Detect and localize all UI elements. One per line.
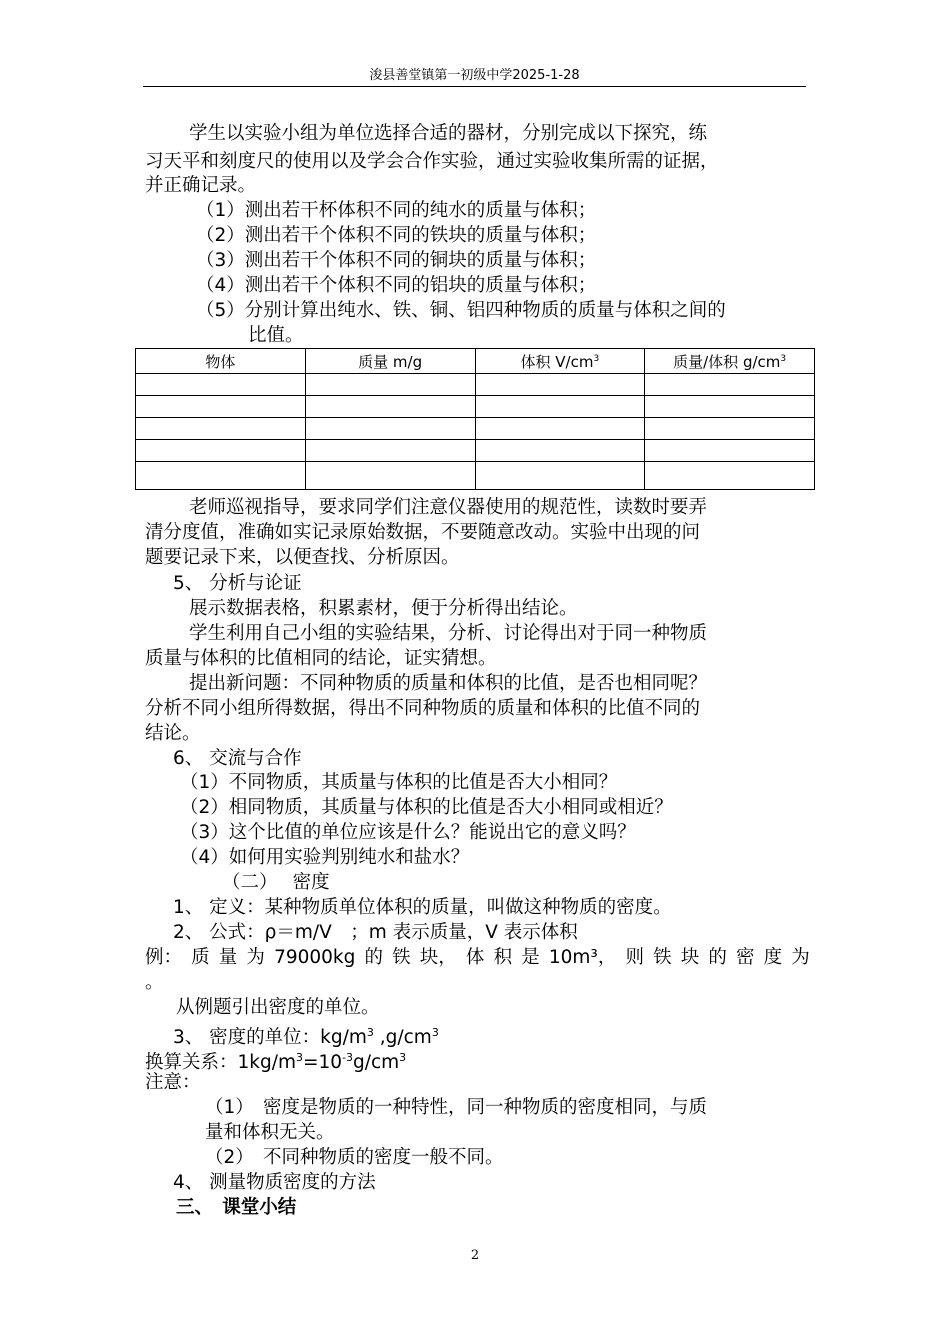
example-problem: 例： 质 量 为 79000kg 的 铁 块， 体 积 是 10m³， 则 铁 块 的 密 度 为	[145, 947, 810, 968]
table-header-row	[136, 349, 815, 374]
section-6-item-2: （2）相同物质，其质量与体积的比值是否大小相同或相近？	[180, 797, 673, 818]
intro-line-3: 并正确记录。	[145, 175, 257, 196]
intro-line-2: 习天平和刻度尺的使用以及学会合作实验，通过实验收集所需的证据，	[145, 151, 719, 172]
teacher-line-1: 老师巡视指导，要求同学们注意仪器使用的规范性，读数时要弄	[189, 497, 708, 518]
example-note: 从例题引出密度的单位。	[176, 997, 380, 1018]
task-3: （3）测出若干个体积不同的铜块的质量与体积；	[196, 250, 597, 271]
density-unit: 3、 密度的单位：$kg/m^3$ $,g/cm^3$	[173, 1026, 439, 1049]
note-label: 注意：	[145, 1072, 201, 1093]
section-5-p3-line-2: 分析不同小组所得数据，得出不同种物质的质量和体积的比值不同的	[145, 698, 701, 719]
task-1: （1）测出若干杯体积不同的纯水的质量与体积；	[196, 200, 597, 221]
unit-conversion: 换算关系：$1kg/m^3=10^{-3}g/cm^3$	[145, 1051, 407, 1074]
th-mass: 质量 m/g	[305, 349, 475, 374]
section-5-p3-line-1: 提出新问题：不同种物质的质量和体积的比值，是否也相同呢？	[189, 673, 708, 694]
note-1-line-1: （1） 密度是物质的一种特性，同一种物质的密度相同，与质	[205, 1097, 708, 1118]
teacher-line-2: 清分度值，准确如实记录原始数据，不要随意改动。实验中出现的问	[145, 522, 701, 543]
section-5-p1: 展示数据表格，积累素材，便于分析得出结论。	[189, 598, 578, 619]
th-ratio: 质量/体积 $g/cm^3$	[645, 349, 815, 374]
table-row	[136, 396, 815, 418]
task-5: （5）分别计算出纯水、铁、铜、铝四种物质的质量与体积之间的	[196, 300, 726, 321]
density-definition: 1、 定义：某种物质单位体积的质量，叫做这种物质的密度。	[173, 897, 672, 918]
table-row	[136, 418, 815, 440]
table-row	[136, 462, 815, 490]
example-end: 。	[145, 972, 164, 993]
intro-line-1: 学生以实验小组为单位选择合适的器材，分别完成以下探究，练	[189, 123, 708, 144]
table-row	[136, 440, 815, 462]
teacher-line-3: 题要记录下来，以便查找、分析原因。	[145, 547, 460, 568]
section-5-title: 5、 分析与论证	[173, 573, 302, 594]
section-6-item-3: （3）这个比值的单位应该是什么？能说出它的意义吗？	[180, 822, 636, 843]
page-number: 2	[470, 1248, 480, 1263]
density-formula: 2、 公式：ρ＝m/V ；m 表示质量，V 表示体积	[173, 922, 578, 943]
task-4: （4）测出若干个体积不同的铝块的质量与体积；	[196, 275, 597, 296]
section-5-p2-line-1: 学生利用自己小组的实验结果，分析、讨论得出对于同一种物质	[189, 623, 708, 644]
task-5-cont: 比值。	[248, 325, 304, 346]
th-volume: 体积 $V/cm^3$	[475, 349, 645, 374]
note-1-line-2: 量和体积无关。	[205, 1122, 335, 1143]
density-heading: （二） 密度	[222, 872, 330, 893]
section-6-title: 6、 交流与合作	[173, 748, 302, 769]
measure-method: 4、 测量物质密度的方法	[173, 1172, 376, 1193]
section-6-item-4: （4）如何用实验判别纯水和盐水？	[180, 847, 470, 868]
th-object: 物体	[136, 349, 306, 374]
section-6-item-1: （1）不同物质，其质量与体积的比值是否大小相同？	[180, 772, 618, 793]
summary-heading: 三、 课堂小结	[176, 1197, 297, 1218]
page-header: 浚县善堂镇第一初级中学2025-1-28	[143, 66, 806, 87]
section-5-p2-line-2: 质量与体积的比值相同的结论，证实猜想。	[145, 648, 497, 669]
data-table	[135, 348, 815, 490]
task-2: （2）测出若干个体积不同的铁块的质量与体积；	[196, 225, 597, 246]
table-row	[136, 374, 815, 396]
note-2: （2） 不同种物质的密度一般不同。	[205, 1147, 504, 1168]
section-5-p3-line-3: 结论。	[145, 723, 201, 744]
